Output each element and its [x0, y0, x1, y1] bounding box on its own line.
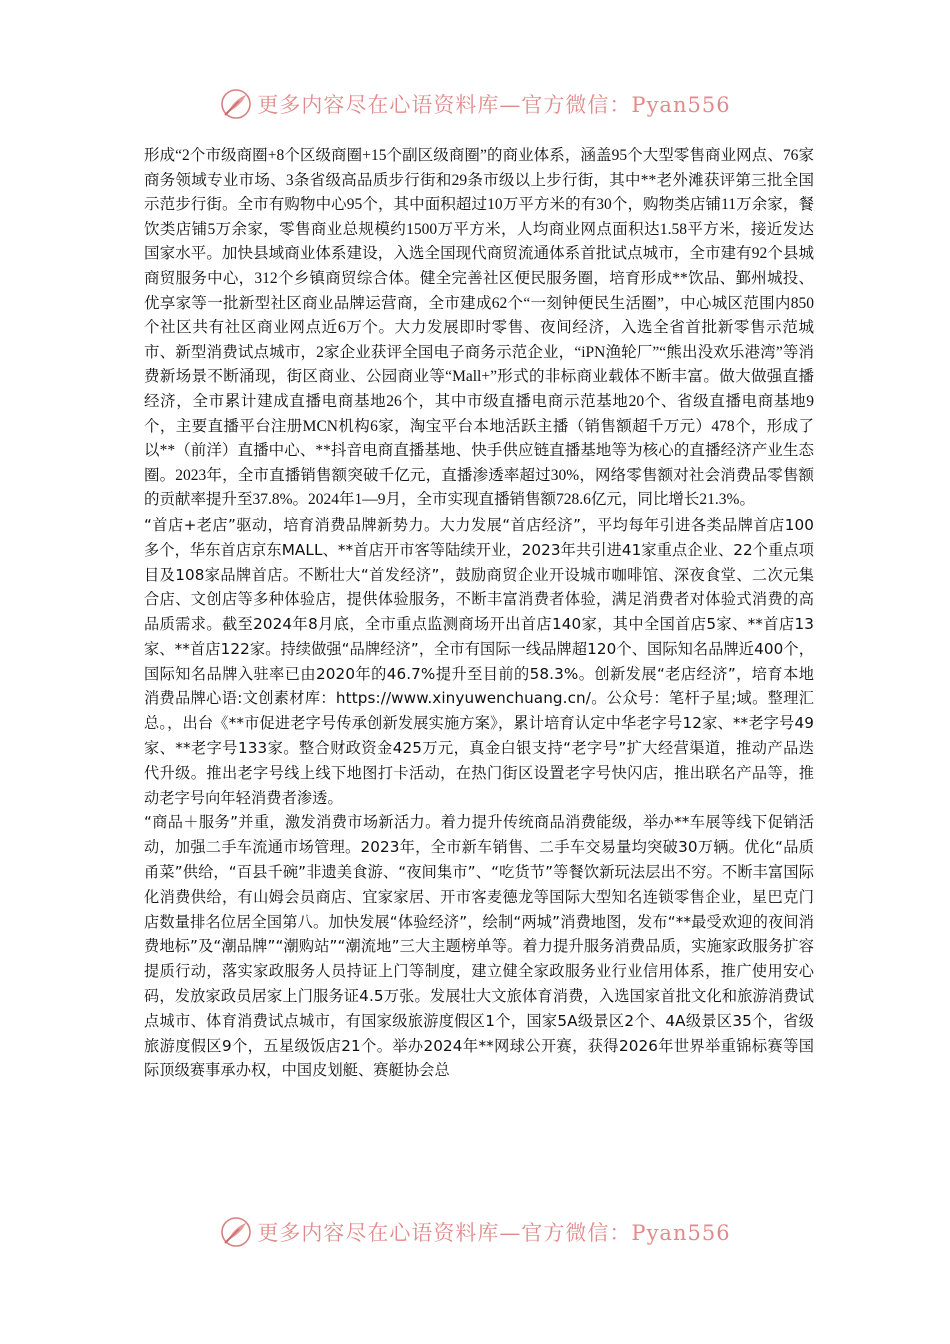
paragraph-first-store-old-store: “首店+老店”驱动，培育消费品牌新势力。大力发展“首店经济”，平均每年引进各类品牌首店100多个，华东首店京东MALL、**首店开市客等陆续开业，2023年共引进41家重点企业、22个重点项目及108家品牌首店。不断壮大“首发经济”，鼓励商贸企业开设城市咖啡馆、深夜食堂、二次元集合店、文创店等多种体验店，提供体验服务，不断丰富消费者体验，满足消费者对体验式消费的高品质需求。截至2024年8月底，全市重点监测商场开出首店140家，其中全国首店5家、**首店13家、**首店122家。持续做强“品牌经济”，全市有国际一线品牌超120个、国际知名品牌近400个，国际知名品牌入驻率已由2020年的46.7%提升至目前的58.3%。创新发展“老店经济”，培育本地消费品牌心语:文创素材库：https://www.xinyuwenchuang.cn/。公众号：笔杆子星;域。整理汇总。，出台《**市促进老字号传承创新发展实施方案》，累计培育认定中华老字号12家、**老字号49家、**老字号133家。整合财政资金425万元，真金白银支持“老字号”扩大经营渠道，推动产品迭代升级。推出老字号线上线下地图打卡活动，在热门街区设置老字号快闪店，推出联名产品等，推动老字号向年轻消费者渗透。 — [144, 515, 814, 807]
feather-pen-icon — [219, 1215, 253, 1249]
header-banner-text: 更多内容尽在心语资料库—官方微信：Pyan556 — [257, 93, 731, 117]
feather-pen-icon — [219, 87, 253, 121]
footer-banner — [0, 1212, 950, 1252]
header-banner — [0, 84, 950, 124]
footer-banner-text: 更多内容尽在心语资料库—官方微信：Pyan556 — [257, 1221, 731, 1245]
document-body — [144, 144, 814, 1083]
paragraph-commercial-system: 形成“2个市级商圈+8个区级商圈+15个副区级商圈”的商业体系，涵盖95个大型零售商业网点、76家商务领域专业市场、3条省级高品质步行街和29条市级以上步行街，其中**老外滩获评第三批全国示范步行街。全市有购物中心95个，其中面积超过10万平方米的有30个，购物类店铺11万余家，餐饮类店铺5万余家，零售商业总规模约1500万平方米，人均商业网点面积达1.58平方米，接近发达国家水平。加快县域商业体系建设，入选全国现代商贸流通体系首批试点城市，全市建有92个县城商贸服务中心，312个乡镇商贸综合体。健全完善社区便民服务圈，培育形成**饮品、鄞州城投、优享家等一批新型社区商业品牌运营商，全市建成62个“一刻钟便民生活圈”，中心城区范围内850个社区共有社区商业网点近6万个。大力发展即时零售、夜间经济，入选全省首批新零售示范城市、新型消费试点城市，2家企业获评全国电子商务示范企业，“iPN渔轮厂”“熊出没欢乐港湾”等消费新场景不断涌现，街区商业、公园商业等“Mall+”形式的非标商业载体不断丰富。做大做强直播经济，全市累计建成直播电商基地26个，其中市级直播电商示范基地20个、省级直播电商基地9个，主要直播平台注册MCN机构6家，淘宝平台本地活跃主播（销售额超千万元）478个，形成了以**（前洋）直播中心、**抖音电商直播基地、快手供应链直播基地等为核心的直播经济产业生态圈。2023年，全市直播销售额突破千亿元，直播渗透率超过30%，网络零售额对社会消费品零售额的贡献率提升至37.8%。2024年1—9月，全市实现直播销售额728.6亿元，同比增长21.3%。 — [144, 147, 814, 509]
paragraph-goods-and-services: “商品＋服务”并重，激发消费市场新活力。着力提升传统商品消费能级，举办**车展等线下促销活动，加强二手车流通市场管理。2023年，全市新车销售、二手车交易量均突破30万辆。优化“品质甬菜”供给，“百县千碗”非遗美食游、“夜间集市”、“吃货节”等餐饮新玩法层出不穷。不断丰富国际化消费供给，有山姆会员商店、宜家家居、开市客麦德龙等国际大型知名连锁零售企业，星巴克门店数量排名位居全国第八。加快发展“体验经济”，绘制“两城”消费地图，发布“**最受欢迎的夜间消费地标”及“潮品牌”“潮购站”“潮流地”三大主题榜单等。着力提升服务消费品质，实施家政服务扩容提质行动，落实家政服务人员持证上门等制度，建立健全家政服务业行业信用体系，推广使用安心码，发放家政员居家上门服务证4.5万张。发展壮大文旅体育消费，入选国家首批文化和旅游消费试点城市、体育消费试点城市，有国家级旅游度假区1个，国家5A级景区2个、4A级景区35个，省级旅游度假区9个，五星级饭店21个。举办2024年**网球公开赛，获得2026年世界举重锦标赛等国际顶级赛事承办权，中国皮划艇、赛艇协会总 — [144, 813, 814, 1080]
